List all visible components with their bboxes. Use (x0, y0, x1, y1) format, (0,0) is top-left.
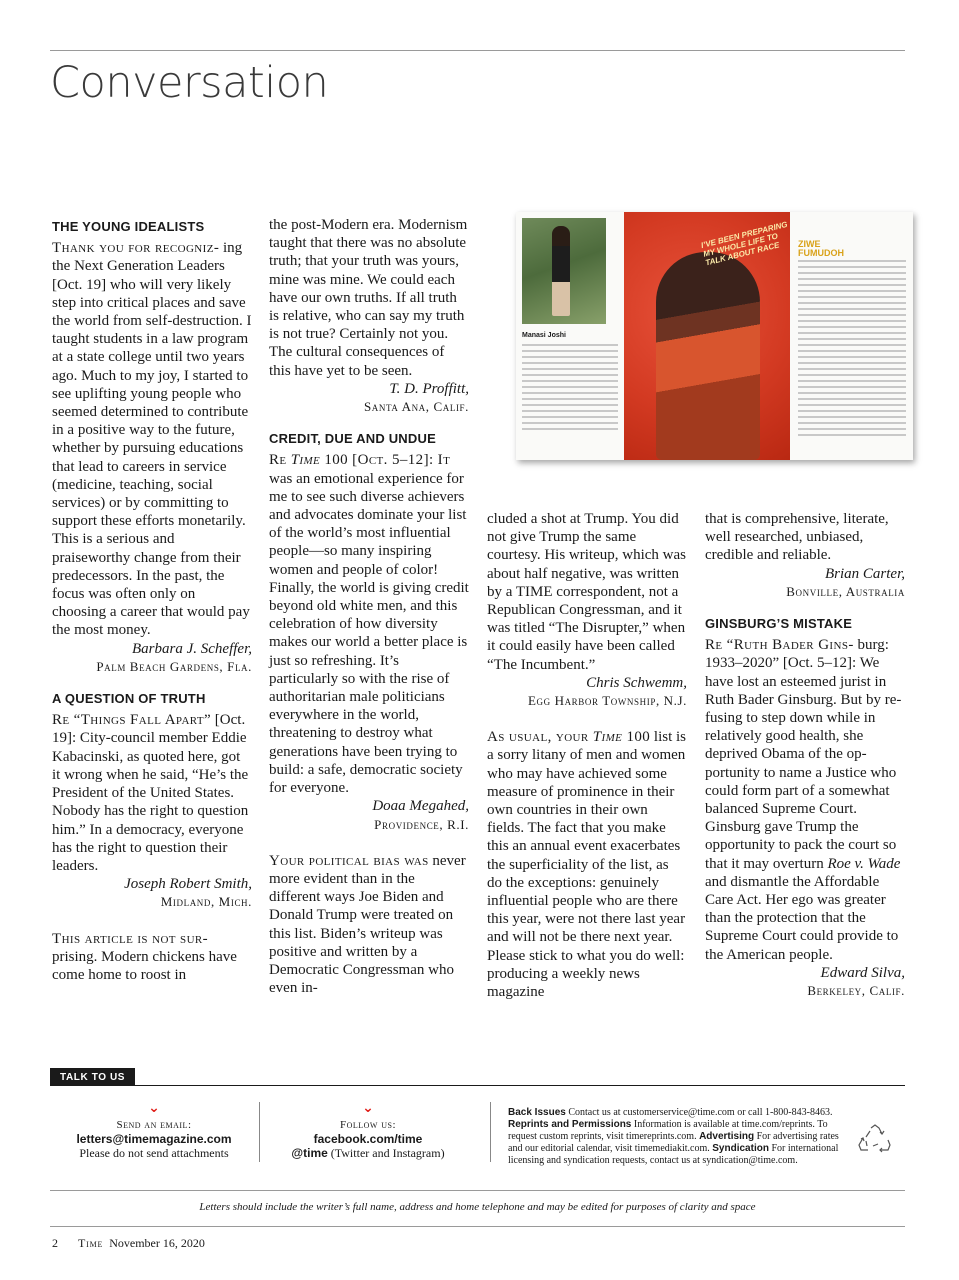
letter-body: the post-Modern era. Modernism taught that there was no absolute truth; that your truth was yours, mine was mine. We could each have our own truths. If all truth is relative, who can say my truth is not true? Certainly not you. The cultural consequences of this have yet to be seen. (269, 217, 468, 379)
letter-lead-in: Your political bias was (269, 852, 429, 869)
talk-to-us-tag: TALK TO US (50, 1068, 135, 1086)
issue-date: November 16, 2020 (109, 1236, 205, 1250)
letter-signature: Doaa Megahed, (372, 798, 469, 815)
letter-question-of-truth (52, 690, 252, 911)
spread-quote: I’VE BEEN PREPARING MY WHOLE LIFE TO TALK ABOUT RACE (700, 219, 789, 268)
letter-body: that is comprehensive, literate, well researched, unbiased, credible and reliable. (705, 511, 889, 564)
letter-body: ing the Next Generation Leaders [Oct. 19] who will very likely step into critical places and save the world from self-destruction. I taught students in a law program at a state college until two years ago. Much to my joy, I started to see uplifting young people who seemed determined to contribute in a positive way to the future, whether by pursuing educations that lead to careers in service (medicine, teaching, social services) or by committing to support these efforts monetarily. This is a serious and praiseworthy change from their predecessors. In the past, the focus was often only on choosing a career that would pay the most money. (52, 240, 252, 639)
letter-post-modern-continued (269, 216, 469, 416)
time-italic: Time (290, 452, 321, 469)
email-label: Send an email: (116, 1119, 192, 1131)
letter-signature: Chris Schwemm, (586, 674, 687, 691)
letter-young-idealists (52, 218, 252, 676)
section-title: Conversation (50, 58, 329, 108)
follow-box (268, 1102, 468, 1160)
letter-signature: Joseph Robert Smith, (124, 876, 252, 893)
letter-lead-in: As usual, your Time 100 (487, 729, 651, 746)
contact-info: Back Issues Contact us at customerservice@time.com or call 1-800-843-8463. Reprints and Permissions Information is available at time.com/reprints. To request custom reprints, visit timereprints.com. Advertising For advertising rates and our editorial calendar, visit timemediakit.com. Syndication For international licensing and syndication requests, contact us at syndication@time.com. (508, 1107, 839, 1166)
follow-label: Follow us: (339, 1119, 397, 1131)
letter-political-bias-continued (487, 510, 687, 710)
top-rule (50, 50, 905, 51)
letters-disclaimer: Letters should include the writer’s full name, address and home telephone and may be edited for purposes of clarity and space (199, 1201, 756, 1213)
bottom-rule (50, 1190, 905, 1191)
letter-location: Palm Beach Gardens, Fla. (96, 658, 252, 674)
email-box (50, 1102, 258, 1160)
divider (259, 1102, 260, 1162)
letter-location: Santa Ana, Calif. (363, 399, 469, 415)
chevron-down-icon: ⌄ (362, 1100, 374, 1116)
twitter-handle[interactable]: @time (291, 1146, 328, 1160)
letters-column-3 (487, 510, 687, 1001)
follow-note: (Twitter and Instagram) (327, 1146, 445, 1160)
letter-lead-in: Re “Ruth Bader Gins- (705, 637, 854, 654)
letter-signature: Edward Silva, (820, 964, 905, 981)
letter-body: [Oct. 19]: City-council member Eddie Kabacinski, as quoted here, got it wrong when he said, “He’s the President of the United States. Nobody has the right to question him.” In a democracy, everyone has the right to question their leaders. (52, 712, 249, 874)
letter-location: Berkeley, Calif. (807, 983, 905, 999)
letters-column-1 (52, 218, 252, 984)
letter-body: cluded a shot at Trump. You did not give Trump the same courtesy. His writeup, which was about half negative, was written by a TIME correspondent, not a Republican Congressman, and it was titled “The Disrupter,” when it could easily have been called “The Incumbent.” (487, 511, 686, 673)
letter-signature: Brian Carter, (824, 565, 905, 582)
letter-heading: CREDIT, DUE AND UNDUE (269, 431, 436, 447)
letter-heading: THE YOUNG IDEALISTS (52, 219, 205, 234)
letter-location: Egg Harbor Township, N.J. (528, 693, 687, 709)
page-folio (52, 1236, 205, 1251)
spread-right-name: ZIWE FUMUDOH (798, 239, 844, 258)
letter-signature: T. D. Proffitt, (389, 380, 469, 397)
letters-column-2 (269, 216, 469, 997)
bottom-rule (50, 1226, 905, 1227)
letter-lead-in: Re “Things Fall Apart” (52, 712, 212, 729)
letter-location: Providence, R.I. (374, 816, 469, 832)
facebook-link[interactable]: facebook.com/time (313, 1132, 423, 1146)
letter-sorry-litany-continued (705, 510, 905, 601)
letters-column-4 (705, 510, 905, 1000)
recycle-icon (858, 1124, 892, 1154)
spread-athlete-figure (552, 226, 570, 316)
divider (490, 1102, 491, 1162)
magazine-name: Time (78, 1236, 104, 1250)
letter-body: was an emotional experience for me to see such diverse achievers and advocates dominate your list of the world’s most influential people—so many inspiring women and people of color! Finally, the world is giving credit beyond old white men, and this celebration of how diversity makes our world a better place is just so refreshing. It’s particularly so with the rise of authoritarian male politicians everywhere in the world, threatening to destroy what generations have been trying to build: a safe, democratic society for everyone. (269, 470, 469, 797)
letter-credit-due (269, 430, 469, 833)
letter-lead-in: Re Time 100 [Oct. 5–12]: It (269, 452, 451, 469)
letter-signature: Barbara J. Scheffer, (132, 640, 252, 657)
magazine-spread-image (516, 212, 913, 460)
letter-heading: A QUESTION OF TRUTH (52, 691, 206, 707)
chevron-down-icon: ⌄ (148, 1100, 160, 1116)
letter-body: prising. Modern chickens have come home to roost in (52, 948, 237, 983)
letter-location: Bonville, Australia (786, 583, 905, 599)
letter-body: list is a sorry litany of men and women who may have achieved some measure of prominence in their own countries in their own fields. The fact that you make this an annual event exacerbates the superficiality of the list, as do the exceptions: genuinely influential people who are there this year, were not there last year and will not be there next year. Please stick to what you do well: producing a weekly news magazine (487, 729, 687, 1001)
page-number: 2 (52, 1236, 58, 1250)
letter-location: Midland, Mich. (160, 894, 252, 910)
time-italic: Time (592, 729, 623, 746)
letter-body: never more evident than in the different ways Joe Biden and Donald Trump were treated on this list. Biden’s writeup was positive and written by a Democratic Congressman who even in- (269, 852, 466, 997)
letter-lead-in: This article is not sur- (52, 930, 209, 947)
email-link[interactable]: letters@timemagazine.com (76, 1132, 232, 1146)
letter-post-modern (52, 930, 252, 985)
letter-lead-in: Thank you for recogniz- (52, 240, 220, 257)
letter-political-bias (269, 852, 469, 998)
case-name-italic: Roe v. Wade (827, 855, 901, 872)
email-note: Please do not send attachments (79, 1146, 229, 1160)
letter-ginsburg-mistake (705, 615, 905, 1000)
letter-heading: GINSBURG’S MISTAKE (705, 616, 853, 632)
letter-sorry-litany (487, 728, 687, 1001)
talk-rule (50, 1085, 905, 1086)
spread-portrait (656, 252, 760, 460)
letter-body: burg: 1933–2020” [Oct. 5–12]: We have lost an esteemed jurist in Ruth Bader Ginsburg. But by refusing to step down while in relatively good health, she deprived Obama of the opportunity to name a Justice who could form part of a somewhat balanced Supreme Court. Ginsburg gave Trump the opportunity to pack the court so that it may overturn Roe v. Wade and dismantle the Affordable Care Act. Her ego was greater than the protection that the Supreme Court could provide to the American people. (705, 637, 902, 963)
spread-left-name: Manasi Joshi (522, 332, 566, 339)
